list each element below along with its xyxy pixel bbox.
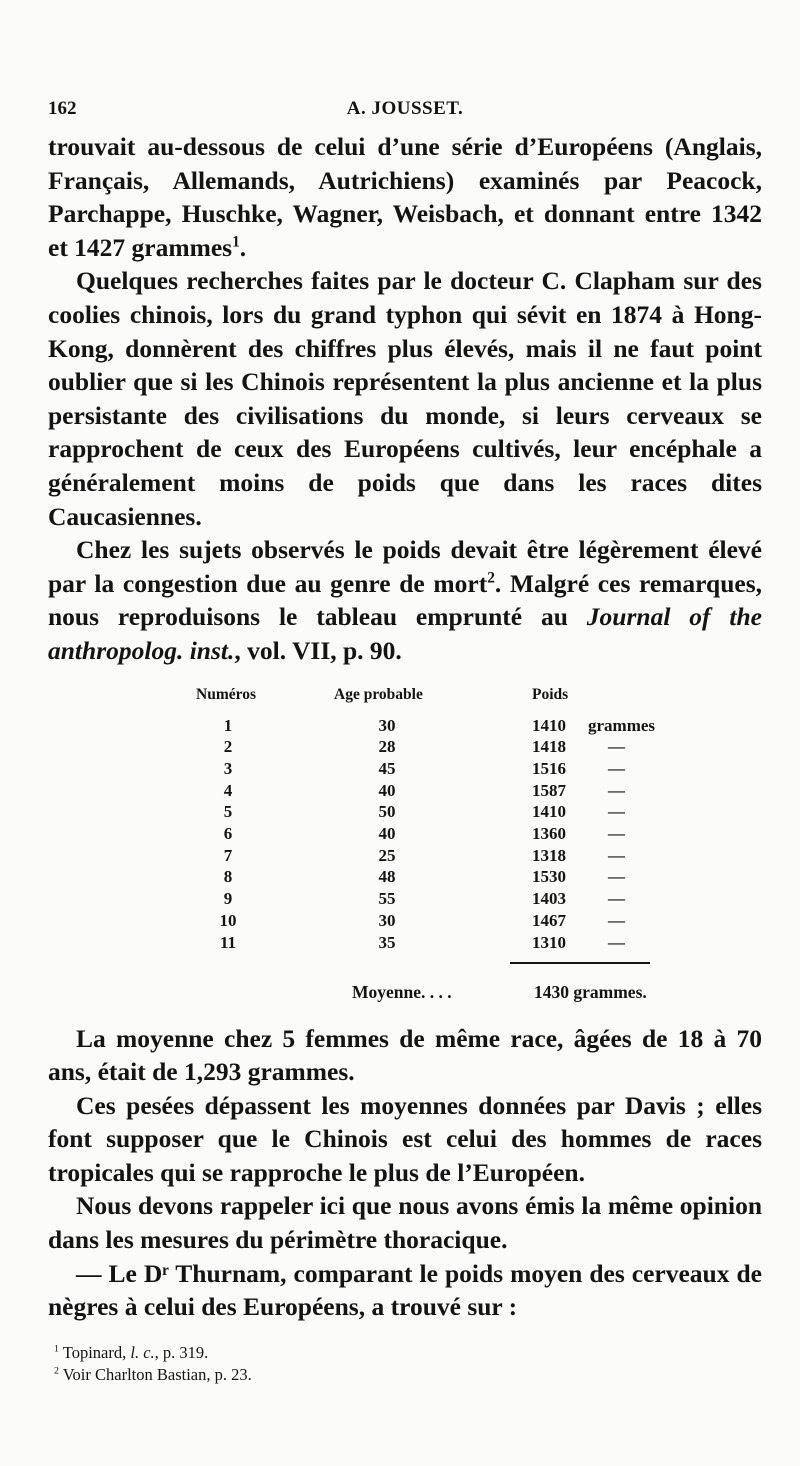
header-age: Age probable (334, 685, 423, 703)
row-age: 35 (378, 932, 396, 952)
page-number: 162 (48, 98, 77, 119)
paragraph-7: — Le Dʳ Thurnam, comparant le poids moyen des cerveaux de nègres à celui des Européens, a trouvé sur : (48, 1258, 762, 1322)
table-row (48, 889, 762, 911)
row-weight: 1318 (532, 845, 566, 865)
row-number: 4 (223, 780, 233, 800)
header-poids: Poids (532, 685, 569, 703)
row-number: 10 (219, 910, 237, 930)
row-age: 55 (378, 889, 396, 909)
body-text-2 (48, 1022, 762, 1324)
paragraph-2: Quelques recherches faites par le docteur C. Clapham sur des coolies chinois, lors du grand typhon qui sévit en 1874 à Hong-Kong, donnèrent des chiffres plus élevés, mais il ne faut point oublier que si les Chinois représentent la plus ancienne et la plus persistante des civilisations du monde, si leurs cerveaux se rapprochent de ceux des Européens cultivés, leur encéphale a généralement moins de poids que dans les races dites Caucasiennes. (48, 266, 762, 531)
running-head (48, 96, 762, 130)
table-row (48, 759, 762, 781)
row-number: 6 (223, 824, 233, 843)
paragraph-1: trouvait au-dessous de celui d’une série d’Européens (Anglais, Français, Allemands, Autrichiens) examinés par Peacock, Parchappe, Huschke, Wagner, Weisbach, et donnant entre 1342 et 1427 grammes$^1$. (48, 132, 762, 262)
average-label: Moyenne. . . . (352, 981, 452, 1002)
row-unit: grammes (588, 715, 656, 735)
row-age: 50 (378, 802, 396, 822)
table-row (48, 867, 762, 889)
footnote-ref-2: 2 (487, 569, 495, 587)
table-row (48, 781, 762, 803)
paragraph-6: Nous devons rappeler ici que nous avons émis la même opinion dans les mesures du périmètre thoracique. (48, 1191, 762, 1255)
row-weight: 1467 (532, 910, 566, 930)
row-number: 1 (223, 715, 233, 735)
row-unit: — (608, 824, 625, 843)
row-age: 40 (378, 824, 396, 843)
brain-weight-table (48, 686, 762, 1022)
row-weight: 1360 (532, 824, 566, 843)
row-weight: 1310 (532, 932, 566, 952)
row-age: 40 (378, 780, 396, 800)
footnote-1: $^1$ Topinard, l. c., p. 319. (54, 1343, 209, 1362)
row-weight: 1516 (532, 758, 566, 778)
header-numeros: Numéros (196, 685, 256, 703)
row-age: 30 (378, 715, 396, 735)
row-weight: 1587 (532, 780, 566, 800)
footnote-ref-1: 1 (232, 233, 240, 251)
paragraph-4: La moyenne chez 5 femmes de même race, âgées de 18 à 70 ans, était de 1,293 grammes. (48, 1023, 762, 1087)
journal-title: Journal of the anthropolog. inst. (48, 602, 762, 665)
row-unit: — (608, 758, 625, 778)
table-row (48, 802, 762, 824)
row-number: 7 (223, 845, 233, 865)
running-title: A. JOUSSET. (346, 98, 464, 119)
table-row (48, 737, 762, 759)
footnotes (54, 1342, 252, 1386)
row-number: 5 (223, 802, 233, 822)
row-number: 11 (219, 932, 237, 952)
sum-rule (510, 962, 650, 964)
row-number: 3 (223, 758, 233, 778)
table-row (48, 911, 762, 933)
row-unit: — (608, 845, 625, 865)
page (48, 96, 762, 1324)
table-row (48, 716, 762, 738)
row-age: 25 (378, 845, 396, 865)
body-text (48, 130, 762, 668)
row-unit: — (608, 780, 625, 800)
row-unit: — (608, 889, 625, 909)
row-age: 28 (378, 737, 396, 757)
footnote-2: $^2$ Voir Charlton Bastian, p. 23. (54, 1365, 252, 1384)
row-unit: — (608, 910, 625, 930)
row-weight: 1403 (532, 889, 566, 909)
row-age: 48 (378, 867, 396, 887)
row-weight: 1530 (532, 867, 566, 887)
row-age: 45 (378, 758, 396, 778)
row-age: 30 (378, 910, 396, 930)
row-unit: — (608, 737, 625, 757)
row-number: 9 (223, 889, 233, 909)
table-row (48, 824, 762, 846)
row-unit: — (608, 932, 625, 952)
average-value: 1430 grammes. (534, 981, 647, 1002)
row-unit: — (608, 867, 625, 887)
row-number: 8 (223, 867, 233, 887)
row-weight: 1410 (532, 802, 566, 822)
paragraph-3: Chez les sujets observés le poids devait être légèrement élevé par la congestion due au genre de mort$^2$. Malgré ces remarques, nous reproduisons le tableau emprunté au Journal of the anthropolog. inst., vol. VII, p. 90. (48, 535, 763, 665)
row-number: 2 (223, 737, 233, 757)
table-row (48, 933, 762, 955)
paragraph-5: Ces pesées dépassent les moyennes données par Davis ; elles font supposer que le Chinois est celui des hommes de races tropicales qui se rapproche le plus de l’Européen. (48, 1090, 762, 1187)
row-weight: 1410 (532, 715, 566, 735)
row-weight: 1418 (532, 737, 566, 757)
row-unit: — (608, 802, 625, 822)
table-row (48, 846, 762, 868)
